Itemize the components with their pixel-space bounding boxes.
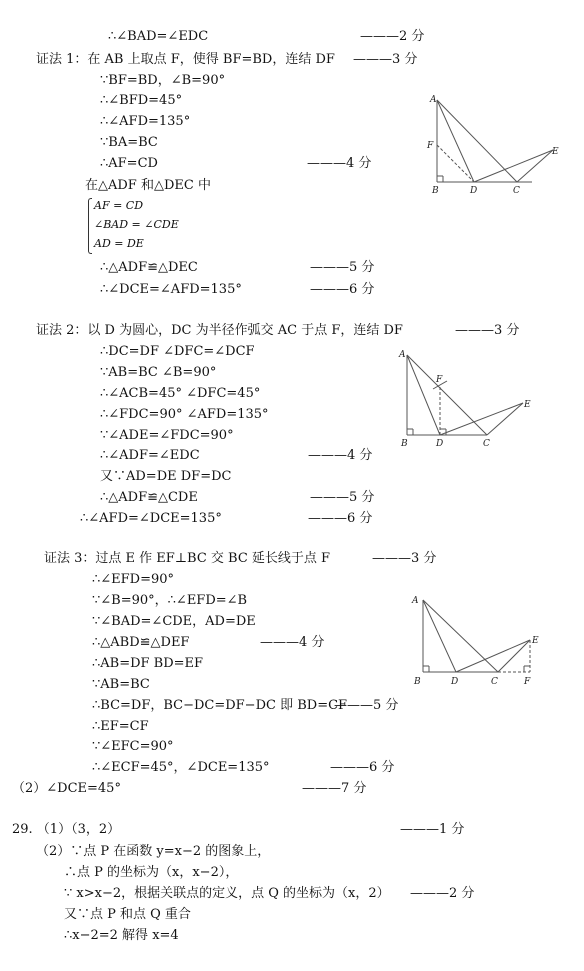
score-mark: ———4 分 [260,635,325,650]
score-mark: ———5 分 [310,490,375,505]
geometry-figure-3 [408,590,558,690]
score-mark: ———5 分 [334,698,399,713]
proof-line: ∵∠BAD=∠CDE，AD=DE [92,614,256,629]
proof-line: ∴EF=CF [92,719,149,734]
proof-line: ∴∠ADF=∠EDC [100,448,200,463]
label-E: E [552,147,559,157]
proof-line: ∴∠DCE=∠AFD=135° [100,282,242,297]
proof-line: ∴∠ACB=45° ∠DFC=45° [100,386,261,401]
label-B: B [432,186,439,196]
proof-line: ∴∠EFD=90° [92,572,175,587]
geometry-figure-2 [395,345,555,455]
score-mark: ———6 分 [310,282,375,297]
q29-line: 又∵点 P 和点 Q 重合 [64,907,191,922]
score-mark: ———6 分 [330,760,395,775]
label-D: D [451,677,459,687]
proof-line: ∴∠AFD=∠DCE=135° [80,511,222,526]
part2-answer: （2）∠DCE=45° [12,781,121,796]
label-F: F [524,677,531,687]
label-B: B [414,677,421,687]
proof-line: 又∵AD=DE DF=DC [100,469,232,484]
score-mark: ———1 分 [400,822,465,837]
score-mark: ———3 分 [455,323,520,338]
score-mark: ———4 分 [307,156,372,171]
proof-line: ∵∠B=90°，∴∠EFD=∠B [92,593,248,608]
method3-header: 证法 3：过点 E 作 EF⊥BC 交 BC 延长线于点 F [44,551,331,566]
proof-line: ∴∠BAD=∠EDC [108,29,209,44]
proof-line: ∴BC=DF，BC−DC=DF−DC 即 BD=CF [92,698,348,713]
proof-line: ∴∠BFD=45° [100,93,183,108]
system-row: AF = CD [94,199,144,212]
q29-line: ∴点 P 的坐标为（x，x−2）， [64,865,239,880]
score-mark: ———7 分 [302,781,367,796]
proof-line: ∵AB=BC [92,677,150,692]
score-mark: ———4 分 [308,448,373,463]
score-mark: ———3 分 [372,551,437,566]
label-E: E [524,400,531,410]
proof-line: ∴DC=DF ∠DFC=∠DCF [100,344,255,359]
proof-line: ∴∠AFD=135° [100,114,191,129]
label-A: A [399,350,406,360]
proof-line: ∴∠ECF=45°，∠DCE=135° [92,760,270,775]
score-mark: ———3 分 [353,52,418,67]
label-D: D [470,186,478,196]
score-mark: ———2 分 [360,29,425,44]
proof-line: ∴AB=DF BD=EF [92,656,204,671]
proof-line: ∴△ADF≌△DEC [100,260,198,275]
label-C: C [483,439,490,449]
q29-line: ∵ x>x−2，根据关联点的定义，点 Q 的坐标为（x，2） [64,886,390,901]
proof-line: ∵AB=BC ∠B=90° [100,365,217,380]
geometry-figure-1 [420,90,570,200]
label-E: E [532,636,539,646]
label-F: F [427,141,434,151]
label-A: A [412,596,419,606]
proof-line: ∵BA=BC [100,135,158,150]
score-mark: ———2 分 [410,886,475,901]
q29-line: ∴x−2=2 解得 x=4 [64,928,179,943]
proof-line: ∴∠FDC=90° ∠AFD=135° [100,407,269,422]
proof-line: ∴△ABD≌△DEF [92,635,190,650]
proof-line: ∵BF=BD，∠B=90° [100,73,226,88]
proof-line: 在△ADF 和△DEC 中 [85,178,211,193]
label-F: F [436,375,443,385]
proof-line: ∵∠ADE=∠FDC=90° [100,428,234,443]
method1-header: 证法 1：在 AB 上取点 F，使得 BF=BD，连结 DF [36,52,335,67]
score-mark: ———5 分 [310,260,375,275]
score-mark: ———6 分 [308,511,373,526]
proof-line: ∴△ADF≌△CDE [100,490,198,505]
proof-line: ∴AF=CD [100,156,158,171]
system-row: AD = DE [94,237,144,250]
method2-header: 证法 2：以 D 为圆心，DC 为半径作弧交 AC 于点 F，连结 DF [36,323,403,338]
proof-line: ∵∠EFC=90° [92,739,174,754]
system-row: ∠BAD = ∠CDE [94,218,179,231]
label-B: B [401,439,408,449]
label-D: D [436,439,444,449]
label-C: C [491,677,498,687]
system-brace [88,198,92,254]
q29-line: 29. （1）（3，2） [12,822,121,837]
q29-line: （2）∵点 P 在函数 y=x−2 的图象上， [36,844,271,859]
label-A: A [430,95,437,105]
label-C: C [513,186,520,196]
